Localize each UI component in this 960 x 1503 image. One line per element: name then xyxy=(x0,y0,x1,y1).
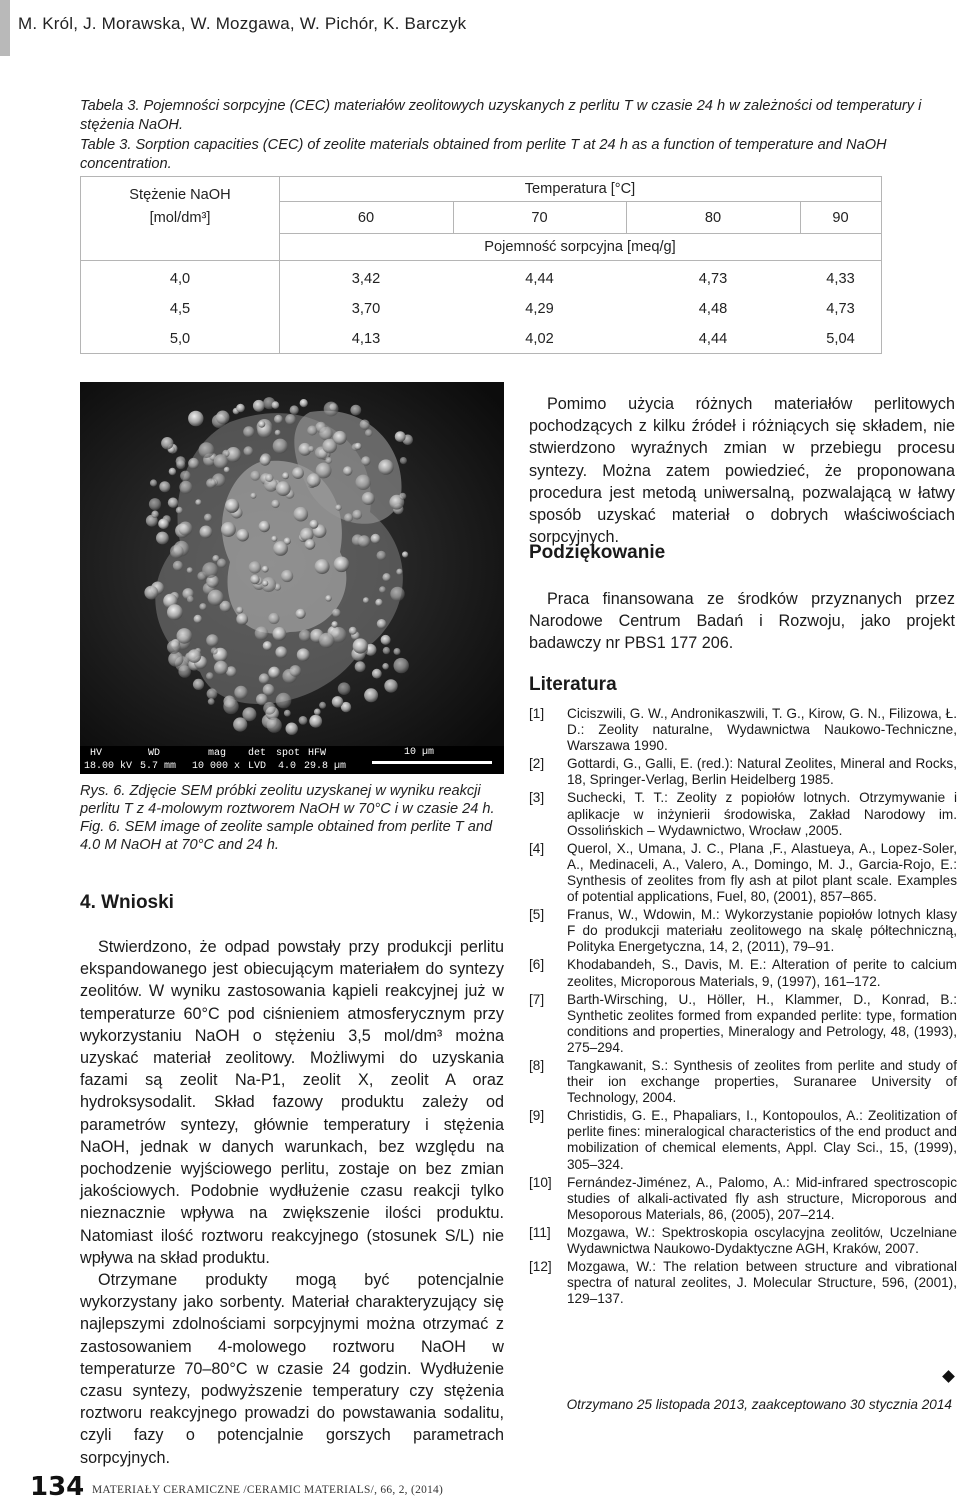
crystal-particle xyxy=(161,437,173,449)
crystal-particle xyxy=(290,405,299,414)
crystal-particle xyxy=(250,575,260,585)
table-cell: 4,48 xyxy=(698,301,728,317)
crystal-particle xyxy=(250,493,256,499)
crystal-particle xyxy=(199,603,206,610)
crystal-particle xyxy=(178,522,192,536)
crystal-particle xyxy=(390,587,404,601)
sem-hv: 18.00 kV xyxy=(84,761,133,772)
crystal-particle xyxy=(214,661,228,675)
sem-spot-label: spot xyxy=(276,748,301,759)
crystal-particle xyxy=(379,586,386,593)
crystal-particle xyxy=(296,609,306,619)
temp-80: 80 xyxy=(704,210,722,226)
crystal-particle xyxy=(199,442,215,458)
crystal-particle xyxy=(375,599,382,606)
figure-caption-en: Fig. 6. SEM image of zeolite sample obtained from perlite T and 4.0 M NaOH at 70°C and 24 h. xyxy=(80,819,493,853)
crystal-particle xyxy=(223,699,238,714)
crystal-particle xyxy=(176,507,183,514)
crystal-particle xyxy=(273,541,288,556)
crystal-particle xyxy=(225,499,239,513)
crystal-particle xyxy=(193,679,204,690)
reference-number: [1] xyxy=(529,706,545,721)
crystal-particle xyxy=(253,400,265,412)
crystal-particle xyxy=(274,415,283,424)
reference-text: Fernández-Jiménez, A., Palomo, A.: Mid-infrared spectroscopic studies of alkali-activated fly ash structure, Microporous and Mesoporous Materials, 86, (2005), 207–214. xyxy=(567,1174,957,1222)
crystal-particle xyxy=(259,673,270,684)
temp-60: 60 xyxy=(357,210,375,226)
crystal-particle xyxy=(187,567,193,573)
reference-text: Christidis, G. E., Phapaliars, I., Kontopoulos, A.: Zeolitization of perlite fines: mineralogical characteristics of the end product and mobilization of chemical elements, Appl. Clay Sci., 15, (1999), 305–324. xyxy=(567,1108,957,1172)
sem-image-texture xyxy=(80,382,504,746)
crystal-particle xyxy=(262,580,268,586)
crystal-particle xyxy=(236,529,249,542)
reference-number: [8] xyxy=(529,1057,545,1073)
sem-hfw: 29.8 µm xyxy=(304,761,347,772)
crystal-particle xyxy=(178,665,191,678)
table-cell: 4,73 xyxy=(698,271,728,287)
crystal-particle xyxy=(217,559,226,568)
crystal-particle xyxy=(275,646,287,658)
crystal-particle xyxy=(275,430,281,436)
crystal-particle xyxy=(216,411,230,425)
crystal-particle xyxy=(299,716,308,725)
reference-text: Gottardi, G., Galli, E. (red.): Natural Zeolites, Mineral and Rocks, 18, Springer-Verlag, Berlin Heidelberg 1985. xyxy=(567,756,957,788)
header-accent-bar xyxy=(0,0,10,56)
crystal-particle xyxy=(371,534,381,544)
crystal-particle xyxy=(319,427,332,440)
reference-number: [4] xyxy=(529,840,545,856)
crystal-particle xyxy=(158,519,169,530)
crystal-particle xyxy=(309,520,318,529)
crystal-particle xyxy=(200,526,213,539)
reference-item xyxy=(529,1058,957,1106)
conclusions-paragraph-2: Otrzymane produkty mogą być potencjalnie wykorzystany jako sorbenty. Materiał charakteryzujący się najlepszymi zdolnościami sorpcyjnymi można otrzymać z zastosowaniem 4-molowego roztworu NaOH w temperaturze 70–80°C w czasie 24 godzin. Wydłużenie czasu syntezy, podwyższenie temperatury czy stężenia roztworu reakcyjnego prowadzi do powstawania sodalitu, czyli fazy o potencjalnie gorszych parametrach sorpcyjnych. xyxy=(80,1271,504,1467)
crystal-particle xyxy=(334,557,350,573)
crystal-particle xyxy=(294,507,309,522)
received-date: Otrzymano 25 listopada 2013, zaakceptowano 30 stycznia 2014 xyxy=(566,1397,952,1412)
sem-mag-label: mag xyxy=(208,748,227,759)
crystal-particle xyxy=(305,539,316,550)
reference-text: Khodabandeh, S., Davis, M. E.: Alteration of perite to calcium zeolites, Microporous Materials, 9, (1997), 161–172. xyxy=(567,957,957,989)
reference-number: [10] xyxy=(529,1174,552,1190)
section-title-conclusions: 4. Wnioski xyxy=(80,892,174,913)
reference-number: [3] xyxy=(529,790,545,806)
table-cell: 4,29 xyxy=(525,301,554,317)
crystal-particle xyxy=(333,431,347,445)
crystal-particle xyxy=(343,466,352,475)
crystal-particle xyxy=(170,545,184,559)
crystal-particle xyxy=(396,569,402,575)
crystal-particle xyxy=(400,457,407,464)
crystal-particle xyxy=(319,702,326,709)
crystal-particle xyxy=(332,696,343,707)
crystal-particle xyxy=(263,684,275,696)
crystal-particle xyxy=(151,511,158,518)
sem-micrograph xyxy=(80,382,504,774)
crystal-particle xyxy=(206,634,218,646)
crystal-particle xyxy=(286,723,298,735)
section-title-literature: Literatura xyxy=(529,674,617,695)
crystal-particle xyxy=(167,604,183,620)
conclusions-paragraph-3: Pomimo użycia różnych materiałów perlitowych pochodzących z kilku źródeł i różniących się składem, nie stwierdzono wyraźnych zmian w przebiegu procesu syntezy. Można zatem powiedzieć, że proponowana procedura jest metodą uniwersalną, pozwalającą w łatwy sposób uzyskać materiał o dobrych właściwościach sorpcyjnych. xyxy=(529,395,955,547)
reference-text: Mozgawa, W.: The relation between structure and vibrational spectra of natural zeolites, J. Molecular Structure, 596, (2001), 129–137. xyxy=(567,1259,957,1307)
crystal-particle xyxy=(265,474,273,482)
temp-70: 70 xyxy=(531,210,548,226)
conclusions-paragraph-1: Stwierdzono, że odpad powstały przy produkcji perlitu ekspandowanego jest obiecującym materiałem do syntezy zeolitów. W wyniku zastosowania kąpieli reakcyjnej już w temperaturze 60°C pod ciśnieniem atmosferycznym przy wykorzystaniu NaOH o stężeniu 3,5 mol/dm³ można uzyskać materiał zeolitowy. Możliwymi do uzyskania fazami są zeolit Na-P1, zeolit X, zeolit A oraz hydroksysodalit. Skład fazowy produktu zależy od parametrów syntezy, głównie temperatury i stężenia NaOH, jednak w danych warunkach, bez względu na pochodzenie wyjściowego perlitu, zostaje on bez zmian jakościowych. Podobnie wydłużenie czasu reakcji tylko nieznacznie wpływa na zwiększenie ilości produktu. Natomiast ilość roztworu reakcyjnego (stosunek S/L) nie wpływa na skład produktu. xyxy=(80,938,504,1267)
crystal-particle xyxy=(233,717,247,731)
capacity-header: Pojemność sorpcyjna [meq/g] xyxy=(484,239,676,255)
reference-number: [6] xyxy=(529,957,545,973)
right-column-paragraph xyxy=(529,393,955,548)
conc-header-1: Stężenie NaOH xyxy=(129,187,231,203)
running-header-authors: M. Król, J. Morawska, W. Mozgawa, W. Pichór, K. Barczyk xyxy=(18,14,467,33)
sem-det-label: det xyxy=(248,748,267,759)
reference-number: [11] xyxy=(529,1224,551,1240)
crystal-particle xyxy=(297,648,310,661)
crystal-particle xyxy=(263,641,272,650)
crystal-particle xyxy=(176,460,185,469)
crystal-particle xyxy=(268,613,279,624)
crystal-particle xyxy=(243,426,254,437)
sem-wd: 5.7 mm xyxy=(140,761,177,772)
table-cell: 4,02 xyxy=(525,331,554,347)
reference-text: Querol, X., Umana, J. C., Plana ,F., Alastueya, A., Lopez-Soler, A., Medinaceli, A., Valero, A., Domingo, M. J., Garcia-Rojo, E.: Synthesis of zeolites from fly ash at pilot plant scale. Examples of potential applications, Fuel, 80, (2001), 857–865. xyxy=(567,840,957,905)
crystal-particle xyxy=(335,505,341,511)
crystal-particle xyxy=(382,573,390,581)
reference-item xyxy=(529,907,957,955)
crystal-particle xyxy=(169,468,176,475)
page-number: 134 xyxy=(30,1472,85,1502)
crystal-particle xyxy=(307,473,321,487)
crystal-particle xyxy=(395,431,406,442)
crystal-particle xyxy=(156,532,169,545)
crystal-particle xyxy=(308,446,314,452)
crystal-particle xyxy=(309,715,322,728)
crystal-particle xyxy=(211,648,218,655)
crystal-particle xyxy=(221,522,236,537)
crystal-particle xyxy=(260,455,271,466)
crystal-particle xyxy=(300,399,308,407)
table-cell: 4,44 xyxy=(525,271,554,287)
temp-header: Temperatura [°C] xyxy=(524,181,636,197)
crystal-particle xyxy=(354,443,361,450)
crystal-particle xyxy=(284,710,291,717)
crystal-particle xyxy=(355,661,366,672)
crystal-particle xyxy=(150,479,157,486)
crystal-particle xyxy=(206,478,216,488)
crystal-particle xyxy=(285,414,296,425)
crystal-particle xyxy=(344,513,353,522)
temp-90: 90 xyxy=(832,210,849,226)
sorption-capacity-table xyxy=(80,176,882,354)
acknowledgement-body xyxy=(529,588,955,655)
table-caption-en: Table 3. Sorption capacities (CEC) of zeolite materials obtained from perlite T at 24 h as a function of temperature and NaOH concentration. xyxy=(80,137,887,172)
reference-text: Barth-Wirsching, U., Höller, H., Klammer, D., Konrad, B.: Synthetic zeolites formed from expanded perlite: type, formation conditions and properties, Mineralogy and Petrology, 48, (1993), 275–294. xyxy=(567,991,957,1055)
crystal-particle xyxy=(352,510,362,520)
sem-info-bar xyxy=(80,746,504,774)
crystal-particle xyxy=(263,702,276,715)
table-row-conc: 4,5 xyxy=(169,301,191,317)
crystal-particle xyxy=(236,404,245,413)
crystal-particle xyxy=(167,640,180,653)
crystal-particle xyxy=(271,536,277,542)
crystal-particle xyxy=(188,411,203,426)
crystal-particle xyxy=(206,672,214,680)
reference-item xyxy=(529,1225,957,1257)
crystal-particle xyxy=(195,499,201,505)
crystal-particle xyxy=(402,551,408,557)
crystal-particle xyxy=(372,669,382,679)
crystal-particle xyxy=(353,638,368,653)
crystal-particle xyxy=(188,458,199,469)
reference-item xyxy=(529,841,957,905)
sem-mag: 10 000 x xyxy=(192,761,241,772)
crystal-particle xyxy=(202,562,218,578)
reference-item xyxy=(529,790,957,838)
crystal-particle xyxy=(378,459,393,474)
crystal-particle xyxy=(208,698,215,705)
crystal-particle xyxy=(149,498,161,510)
crystal-particle xyxy=(292,467,304,479)
reference-item xyxy=(529,957,957,989)
reference-number: [9] xyxy=(529,1108,545,1124)
crystal-particle xyxy=(259,521,270,532)
table-cell: 5,04 xyxy=(826,331,855,347)
crystal-particle xyxy=(360,420,370,430)
sem-spot: 4.0 xyxy=(278,761,297,772)
crystal-particle xyxy=(194,615,202,623)
crystal-particle xyxy=(382,663,389,670)
crystal-particle xyxy=(281,570,293,582)
crystal-particle xyxy=(276,693,292,709)
crystal-particle xyxy=(365,429,372,436)
crystal-particle xyxy=(268,667,280,679)
crystal-particle xyxy=(204,514,212,522)
crystal-particle xyxy=(325,457,332,464)
crystal-particle xyxy=(362,492,375,505)
sem-hfw-label: HFW xyxy=(308,748,327,759)
crystal-particle xyxy=(350,405,361,416)
crystal-particle xyxy=(394,658,409,673)
crystal-particle xyxy=(187,596,194,603)
end-mark-diamond xyxy=(942,1370,955,1383)
reference-item xyxy=(529,992,957,1056)
crystal-particle xyxy=(168,498,178,508)
crystal-particle xyxy=(332,609,341,618)
crystal-particle xyxy=(363,597,369,603)
crystal-particle xyxy=(399,493,406,500)
journal-footer: MATERIAŁY CERAMICZNE /CERAMIC MATERIALS/, 66, 2, (2014) xyxy=(92,1484,444,1496)
acknowledgement-text: Praca finansowana ze środków przyznanych przez Narodowe Centrum Badań i Rozwoju, jako projekt badawczy nr PBS1 177 206. xyxy=(529,590,955,653)
crystal-particle xyxy=(250,471,260,481)
crystal-particle xyxy=(331,621,338,628)
table-caption-pl: Tabela 3. Pojemności sorpcyjne (CEC) materiałów zeolitowych uzyskanych z perlitu T w czasie 24 h w zależności od temperatury i stężenia NaOH. xyxy=(80,98,922,133)
crystal-particle xyxy=(361,456,370,465)
crystal-particle xyxy=(349,627,357,635)
reference-item xyxy=(529,1108,957,1172)
crystal-particle xyxy=(271,500,279,508)
table-cell: 4,33 xyxy=(826,271,855,287)
crystal-particle xyxy=(273,439,288,454)
sem-det: LVD xyxy=(248,761,267,772)
crystal-particle xyxy=(273,627,287,641)
crystal-particle xyxy=(290,665,302,677)
table-row-conc: 5,0 xyxy=(169,331,191,347)
crystal-particle xyxy=(258,421,265,428)
crystal-particle xyxy=(377,551,387,561)
crystal-particle xyxy=(173,561,183,571)
crystal-particle xyxy=(208,590,224,606)
crystal-particle xyxy=(307,426,317,436)
crystal-particle xyxy=(272,401,280,409)
reference-text: Franus, W., Wdowin, M.: Wykorzystanie popiołów lotnych klasy F do produkcji materiału zeolitowego na skalę półtechniczną, Polityka Energetyczna, 14, 2, (2011), 79–91. xyxy=(567,907,957,955)
crystal-particle xyxy=(244,446,254,456)
crystal-particle xyxy=(299,630,311,642)
crystal-particle xyxy=(377,619,387,629)
crystal-particle xyxy=(144,586,158,600)
crystal-particle xyxy=(180,471,191,482)
crystal-particle xyxy=(315,559,330,574)
table-cell: 3,70 xyxy=(351,301,381,317)
reference-number: [5] xyxy=(529,907,545,923)
crystal-particle xyxy=(179,481,192,494)
sem-scale-bar xyxy=(372,761,492,764)
conc-header-2: [mol/dm³] xyxy=(149,210,211,226)
reference-text: Mozgawa, W.: Spektroskopia oscylacyjna zeolitów, Uczelniane Wydawnictwa Naukowo-Dydaktyczne AGH, Kraków, 2007. xyxy=(567,1224,957,1256)
crystal-particle xyxy=(168,652,183,667)
crystal-particle xyxy=(249,561,261,573)
reference-number: [7] xyxy=(529,991,545,1007)
table-cell: 4,44 xyxy=(698,331,728,347)
table-cell: 3,42 xyxy=(351,271,381,287)
crystal-particle xyxy=(383,647,390,654)
reference-number: [12] xyxy=(529,1259,552,1275)
reference-text: Ciciszwili, G. W., Andronikaszwili, T. G., Kirow, G. N., Filizowa, Ł. D.: Zeolity naturalne, Wydawnictwa Naukowo-Techniczne, Warszawa 1990. xyxy=(567,706,957,754)
sem-scale-label: 10 µm xyxy=(404,747,435,758)
crystal-particle xyxy=(255,627,269,641)
reference-list xyxy=(529,706,957,1309)
reference-item xyxy=(529,706,957,754)
crystal-particle xyxy=(384,679,397,692)
crystal-particle xyxy=(214,454,228,468)
crystal-particle xyxy=(381,635,391,645)
table-row-conc: 4,0 xyxy=(169,271,191,287)
crystal-particle xyxy=(358,535,370,547)
section-title-acknowledgement: Podziękowanie xyxy=(529,542,666,563)
reference-item xyxy=(529,756,957,788)
reference-text: Tangkawanit, S.: Synthesis of zeolites from perlite and study of their ion exchange properties, Suranaree University of Technology, 2004. xyxy=(567,1057,957,1106)
crystal-particle xyxy=(325,595,331,601)
crystal-particle xyxy=(276,481,291,496)
crystal-particle xyxy=(262,566,269,573)
crystal-particle xyxy=(159,481,170,492)
crystal-particle xyxy=(234,686,247,699)
crystal-particle xyxy=(224,467,230,473)
reference-item xyxy=(529,1175,957,1223)
reference-text: Suchecki, T. T.: Zeolity z popiołów lotnych. Otrzymywanie i aplikacje w inżynierii środowiska, Zakład Narodowy im. Ossolińskich – Wydawnictwo, Wrocław ,2005. xyxy=(567,790,957,838)
crystal-particle xyxy=(356,475,371,490)
figure-caption xyxy=(80,782,510,854)
crystal-particle xyxy=(394,648,401,655)
crystal-particle xyxy=(364,688,378,702)
crystal-particle xyxy=(188,649,202,663)
reference-item xyxy=(529,1259,957,1307)
crystal-particle xyxy=(338,682,351,695)
crystal-particle xyxy=(282,472,289,479)
crystal-particle xyxy=(236,607,243,614)
crystal-particle xyxy=(236,613,248,625)
sem-hv-label: HV xyxy=(90,748,103,759)
crystal-particle xyxy=(314,709,321,716)
crystal-particle xyxy=(319,633,334,648)
crystal-particle xyxy=(207,688,218,699)
conclusions-body xyxy=(80,936,504,1469)
crystal-particle xyxy=(267,718,282,733)
crystal-particle xyxy=(324,402,339,417)
reference-number: [2] xyxy=(529,756,545,772)
sem-wd-label: WD xyxy=(148,748,161,759)
table-cell: 4,73 xyxy=(826,301,855,317)
table-cell: 4,13 xyxy=(351,331,381,347)
figure-caption-pl: Rys. 6. Zdjęcie SEM próbki zeolitu uzyskanej w wyniku reakcji perlitu T z 4-molowym roztworem NaOH w 70°C i w czasie 24 h. xyxy=(80,783,495,817)
